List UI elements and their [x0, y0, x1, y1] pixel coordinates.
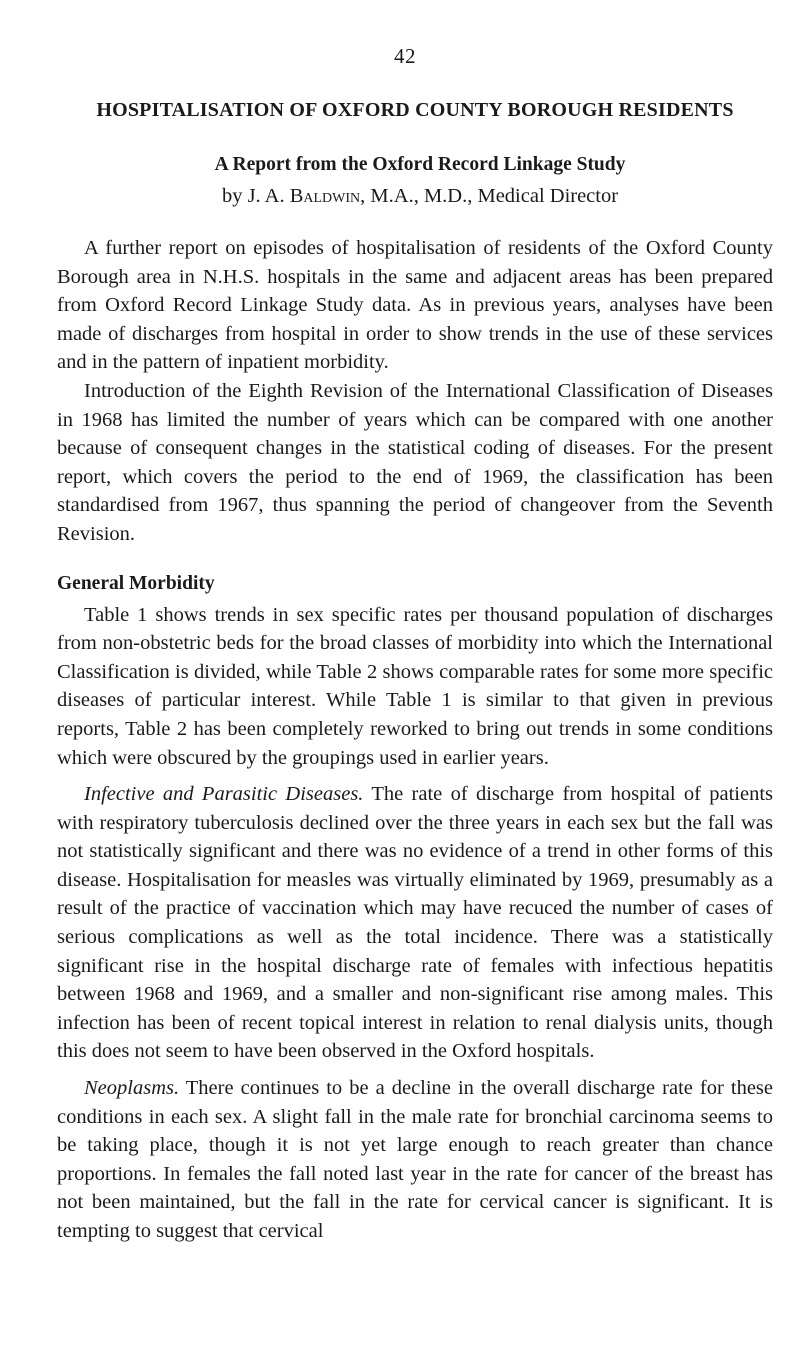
- author-name: Baldwin: [289, 185, 361, 207]
- general-morbidity-paragraph: Table 1 shows trends in sex specific rates per thousand population of discharges from non-obstetric beds for the broad classes of morbidity into which the International Classification is divided, while Table 2 shows comparable rates for some more specific diseases of particular interest. While Table 1 is similar to that given in previous reports, Table 2 has been completely reworked to bring out trends in some conditions which were obscured by the groupings used in earlier years.: [57, 603, 773, 769]
- neoplasms-text: There continues to be a decline in the overall discharge rate for these conditions in each sex. A slight fall in the male rate for bronchial carcinoma seems to be taking place, though it is not yet large enough to reach greater than chance proportions. In females the fall noted last year in the rate for cancer of the breast has not been maintained, but the fall in the rate for cervical cancer is significant. It is tempting to suggest that cervical: [57, 1077, 773, 1242]
- report-title: HOSPITALISATION OF OXFORD COUNTY BOROUGH RESIDENTS: [96, 99, 734, 121]
- byline-suffix: , M.A., M.D., Medical Director: [360, 185, 619, 207]
- intro-paragraph-1: A further report on episodes of hospitalisation of residents of the Oxford County Borough area in N.H.S. hospitals in the same and adjacent areas has been prepared from Oxford Record Linkage Study data. As in previous years, analyses have been made of discharges from hospital in order to show trends in the use of these services and in the pattern of inpatient morbidity.: [57, 237, 773, 374]
- intro-paragraph-2: Introduction of the Eighth Revision of the International Classification of Diseases in 1968 has limited the number of years which can be compared with one another because of consequent changes in the statistical coding of diseases. For the present report, which covers the period to the end of 1969, the classification has been standardised from 1967, thus spanning the period of changeover from the Seventh Revision.: [57, 379, 773, 545]
- byline-prefix: by J. A.: [221, 185, 290, 207]
- author-byline: [57, 180, 773, 212]
- infective-diseases-text: The rate of discharge from hospital of patients with respiratory tuberculosis declined over the three years in each sex but the fall was not statistically significant and there was no evidence of a trend in other forms of this disease. Hospitalisation for measles was virtually eliminated by 1969, presumably as a result of the practice of vaccination which may have recuced the number of cases of serious complications as well as the total incidence. There was a statistically significant rise in the hospital discharge rate of females with infectious hepatitis between 1968 and 1969, and a smaller and non-significant rise among males. This infection has been of recent topical interest in relation to renal dialysis units, though this does not seem to have been observed in the Oxford hospitals.: [57, 783, 773, 1063]
- report-subtitle: A Report from the Oxford Record Linkage Study: [214, 154, 626, 175]
- document-page: [57, 44, 773, 1246]
- neoplasms-title: Neoplasms.: [84, 1077, 180, 1100]
- page-number: 42: [394, 44, 416, 68]
- section-heading-general-morbidity: General Morbidity: [57, 572, 215, 594]
- infective-diseases-title: Infective and Parasitic Diseases.: [84, 783, 364, 806]
- infective-diseases-paragraph: [57, 780, 773, 1066]
- neoplasms-paragraph: [57, 1074, 773, 1246]
